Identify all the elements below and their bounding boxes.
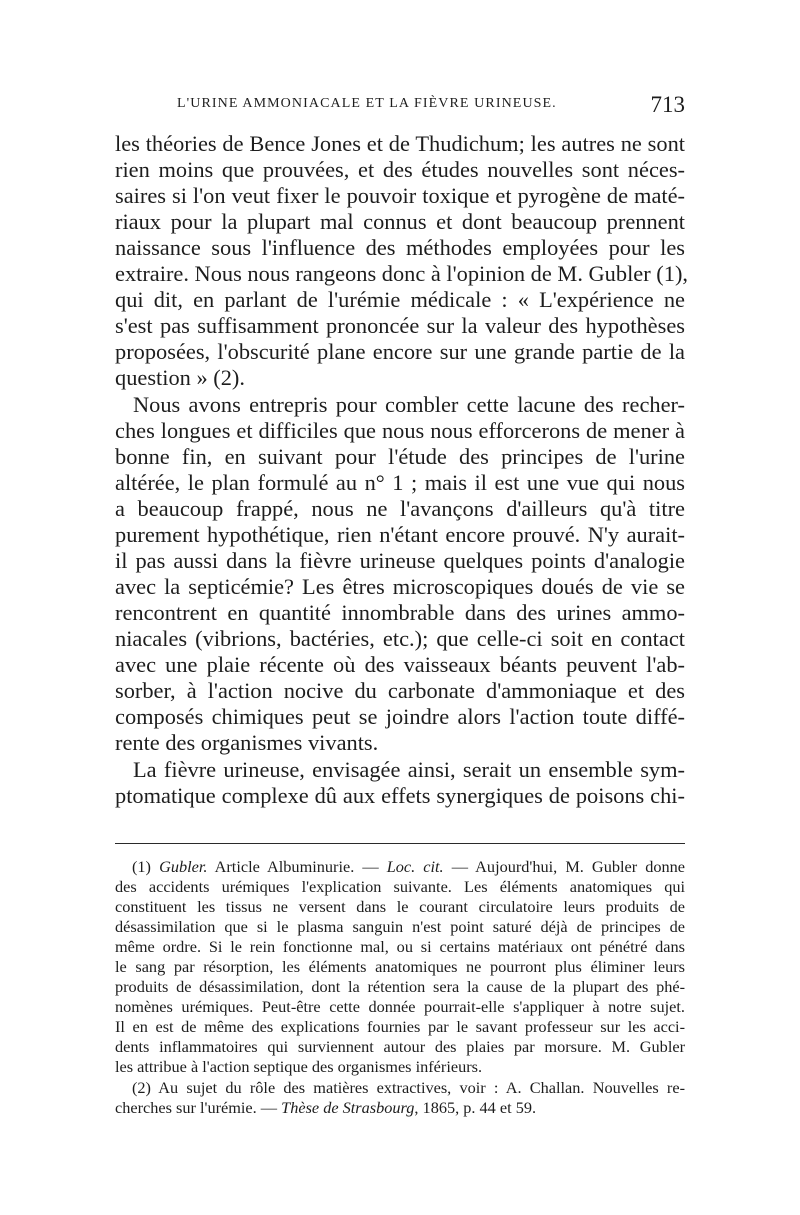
body-line: composés chimiques peut se joindre alors l'action toute diffé-: [115, 704, 685, 729]
body-line: sorber, à l'action nocive du carbonate d'ammoniaque et des: [115, 678, 685, 703]
footnote-line: nomènes urémiques. Peut-être cette donnée pourrait-elle s'appliquer à notre sujet.: [115, 997, 685, 1016]
footnote-1-first-line: [115, 857, 685, 877]
footnote-line: des accidents urémiques l'explication suivante. Les éléments anatomiques qui: [115, 877, 685, 896]
body-line: rencontrent en quantité innombrable dans des urines ammo-: [115, 600, 685, 625]
footnote-line: le sang par résorption, les éléments anatomiques ne pourront plus éliminer leurs: [115, 957, 685, 976]
body-line: avec une plaie récente où des vaisseaux béants peuvent l'ab-: [115, 652, 685, 677]
body-line: rente des organismes vivants.: [115, 730, 379, 755]
footnote-text: , 1865, p. 44 et 59.: [414, 1098, 537, 1117]
footnote-line: produits de désassimilation, dont la rétention sera la cause de la plupart des phé-: [115, 977, 685, 996]
body-line: il pas aussi dans la fièvre urineuse quelques points d'analogie: [115, 548, 685, 573]
page-number: 713: [650, 92, 685, 117]
body-line: La fièvre urineuse, envisagée ainsi, serait un ensemble sym-: [133, 757, 685, 782]
footnote-2-second-line: [115, 1098, 685, 1118]
body-line: saires si l'on veut fixer le pouvoir toxique et pyrogène de maté-: [115, 183, 685, 208]
body-line: naissance sous l'influence des méthodes employées pour les: [115, 235, 685, 260]
body-line: s'est pas suffisamment prononcée sur la valeur des hypothèses: [115, 313, 685, 338]
body-line: niacales (vibrions, bactéries, etc.); que celle-ci soit en contact: [115, 626, 685, 651]
body-line: a beaucoup frappé, nous ne l'avançons d'ailleurs qu'à titre: [115, 496, 685, 521]
footnote-line: les attribue à l'action septique des organismes inférieurs.: [115, 1057, 483, 1076]
body-line: proposées, l'obscurité plane encore sur une grande partie de la: [115, 339, 685, 364]
footnote-author: Gubler.: [159, 857, 208, 876]
footnote-line: dents inflammatoires qui surviennent autour des plaies par morsure. M. Gubler: [115, 1037, 685, 1056]
body-line: riaux pour la plupart mal connus et dont beaucoup prennent: [115, 209, 685, 234]
footnote-thesis-title: Thèse de Strasbourg: [281, 1098, 415, 1117]
page-header: [115, 92, 685, 122]
footnote-marker: (1): [132, 857, 151, 876]
footnote-text: cherches sur l'urémie. —: [115, 1098, 282, 1117]
footnote-loc-cit: Loc. cit.: [386, 857, 444, 876]
footnote-line: désassimilation que si le plasma sanguin n'est point saturé déjà de principes de: [115, 917, 685, 936]
footnote-title: Article Albuminurie. —: [207, 857, 379, 876]
footnote-separator: [115, 843, 685, 844]
body-line: purement hypothétique, rien n'étant encore prouvé. N'y aurait-: [115, 522, 685, 547]
footnote-line: constituent les tissus ne versent dans le courant circulatoire leurs produits de: [115, 897, 685, 916]
body-line: bonne fin, en suivant pour l'étude des principes de l'urine: [115, 444, 685, 469]
footnote-line: Il en est de même des explications fournies par le savant professeur sur les acci-: [115, 1017, 685, 1036]
body-line: Nous avons entrepris pour combler cette lacune des recher-: [133, 392, 685, 417]
body-line: altérée, le plan formulé au n° 1 ; mais il est une vue qui nous: [115, 470, 685, 495]
body-line: rien moins que prouvées, et des études nouvelles sont néces-: [115, 157, 685, 182]
footnote-2-first-line: (2) Au sujet du rôle des matières extractives, voir : A. Challan. Nouvelles re-: [132, 1078, 685, 1097]
footnote-line: même ordre. Si le rein fonctionne mal, ou si certains matériaux ont pénétré dans: [115, 937, 685, 956]
body-line: les théories de Bence Jones et de Thudichum; les autres ne sont: [115, 131, 685, 156]
body-line: question » (2).: [115, 365, 245, 390]
body-line: ptomatique complexe dû aux effets synergiques de poisons chi-: [115, 783, 685, 808]
body-line: avec la septicémie? Les êtres microscopiques doués de vie se: [115, 574, 685, 599]
footnote-text: — Aujourd'hui, M. Gubler donne: [443, 857, 686, 876]
body-line: ches longues et difficiles que nous nous efforcerons de mener à: [115, 418, 685, 443]
body-line: qui dit, en parlant de l'urémie médicale : « L'expérience ne: [115, 287, 685, 312]
body-line: extraire. Nous nous rangeons donc à l'opinion de M. Gubler (1),: [115, 261, 688, 286]
running-title: L'URINE AMMONIACALE ET LA FIÈVRE URINEUSE.: [177, 96, 557, 111]
